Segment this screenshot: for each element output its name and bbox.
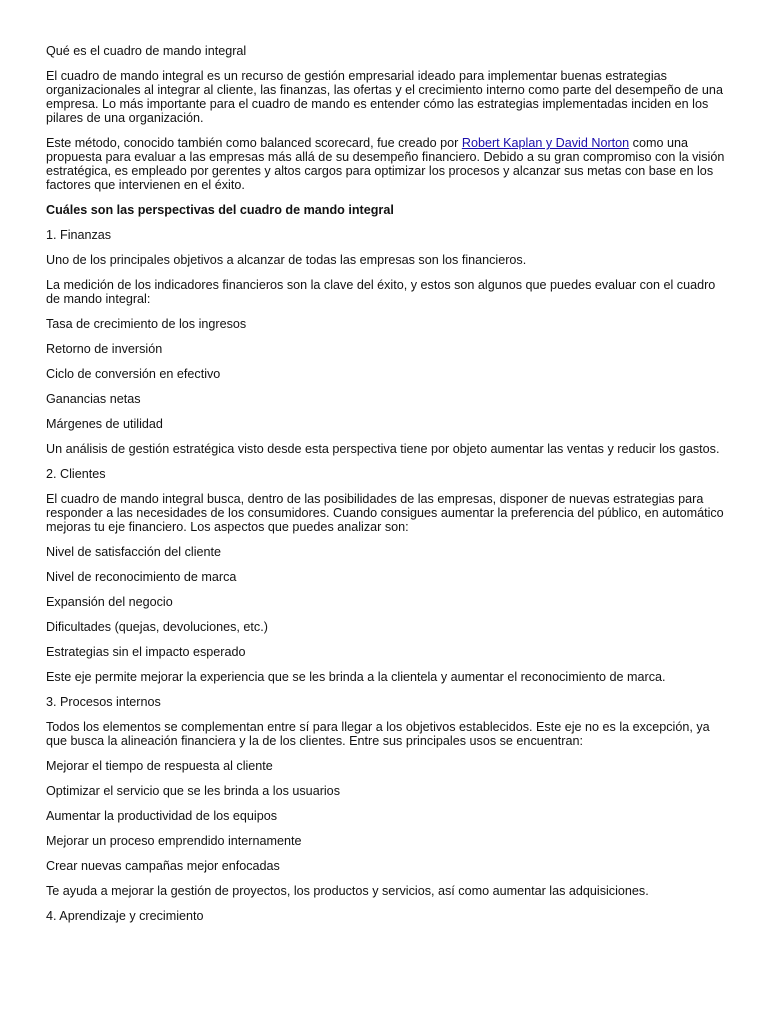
list-item: Nivel de reconocimiento de marca bbox=[46, 570, 237, 584]
list-item: Optimizar el servicio que se les brinda a los usuarios bbox=[46, 784, 340, 798]
list-item: Dificultades (quejas, devoluciones, etc.) bbox=[46, 620, 268, 634]
section-paragraph: Uno de los principales objetivos a alcanzar de todas las empresas son los financieros. bbox=[46, 253, 527, 267]
method-paragraph bbox=[46, 136, 728, 192]
perspectives-heading: Cuáles son las perspectivas del cuadro de mando integral bbox=[46, 203, 394, 217]
section-title-finanzas: 1. Finanzas bbox=[46, 228, 112, 242]
list-item: Estrategias sin el impacto esperado bbox=[46, 645, 246, 659]
section-closing: Te ayuda a mejorar la gestión de proyectos, los productos y servicios, así como aumentar las adquisiciones. bbox=[46, 884, 649, 898]
section-closing: Un análisis de gestión estratégica visto desde esta perspectiva tiene por objeto aumentar las ventas y reducir los gastos. bbox=[46, 442, 720, 456]
document-title: Qué es el cuadro de mando integral bbox=[46, 44, 247, 58]
list-item: Márgenes de utilidad bbox=[46, 417, 163, 431]
list-item: Nivel de satisfacción del cliente bbox=[46, 545, 222, 559]
list-item: Expansión del negocio bbox=[46, 595, 173, 609]
section-title-procesos-internos: 3. Procesos internos bbox=[46, 695, 161, 709]
method-text-after: como una propuesta para evaluar a las empresas más allá de su desempeño financiero. Debido a su gran compromiso con la visión estratégica, es empleado por gerentes y altos cargos para optimizar los procesos y alcanzar sus metas con base en los factores que intervienen en el éxito. bbox=[46, 136, 725, 192]
list-item: Mejorar un proceso emprendido internamente bbox=[46, 834, 302, 848]
section-title-clientes: 2. Clientes bbox=[46, 467, 106, 481]
list-item: Crear nuevas campañas mejor enfocadas bbox=[46, 859, 280, 873]
kaplan-norton-link[interactable]: Robert Kaplan y David Norton bbox=[461, 136, 630, 150]
intro-paragraph: El cuadro de mando integral es un recurso de gestión empresarial ideado para implementar buenas estrategias organizacionales al integrar al cliente, las finanzas, las ofertas y el crecimiento interno como parte del desempeño de una empresa. Lo más importante para el cuadro de mando es entender cómo las estrategias implementadas inciden en los pilares de una organización. bbox=[46, 69, 723, 125]
section-closing: Este eje permite mejorar la experiencia que se les brinda a la clientela y aumentar el reconocimiento de marca. bbox=[46, 670, 666, 684]
method-text-before: Este método, conocido también como balanced scorecard, fue creado por bbox=[46, 136, 462, 150]
section-paragraph: Todos los elementos se complementan entre sí para llegar a los objetivos establecidos. Este eje no es la excepción, ya que busca la alineación financiera y la de los clientes. Entre sus principales usos se encuentran: bbox=[46, 720, 710, 748]
section-title-aprendizaje: 4. Aprendizaje y crecimiento bbox=[46, 909, 204, 923]
section-paragraph: El cuadro de mando integral busca, dentro de las posibilidades de las empresas, disponer de nuevas estrategias para responder a las necesidades de los consumidores. Cuando consigues aumentar la preferencia del público, en automático mejoras tu eje financiero. Los aspectos que puedes analizar son: bbox=[46, 492, 724, 534]
list-item: Retorno de inversión bbox=[46, 342, 163, 356]
list-item: Ganancias netas bbox=[46, 392, 141, 406]
list-item: Mejorar el tiempo de respuesta al cliente bbox=[46, 759, 273, 773]
list-item: Tasa de crecimiento de los ingresos bbox=[46, 317, 247, 331]
list-item: Ciclo de conversión en efectivo bbox=[46, 367, 221, 381]
list-item: Aumentar la productividad de los equipos bbox=[46, 809, 278, 823]
section-paragraph: La medición de los indicadores financieros son la clave del éxito, y estos son algunos que puedes evaluar con el cuadro de mando integral: bbox=[46, 278, 716, 306]
